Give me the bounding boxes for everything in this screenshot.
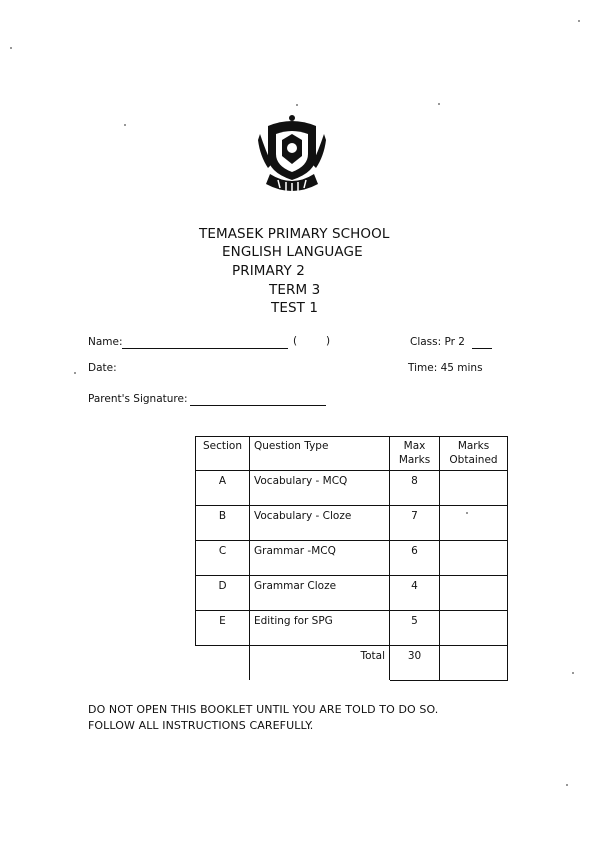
header-max-marks — [390, 437, 440, 471]
scan-speck — [74, 372, 76, 374]
date-label: Date: — [88, 362, 117, 374]
table-row — [196, 541, 508, 576]
row-section: B — [196, 506, 250, 541]
row-section: C — [196, 541, 250, 576]
header-max-line1: Max — [403, 440, 426, 452]
index-field[interactable] — [300, 335, 320, 349]
name-field[interactable] — [122, 348, 288, 349]
header-max-line2: Marks — [398, 454, 431, 466]
row-section: A — [196, 471, 250, 506]
scan-speck — [466, 512, 468, 514]
total-marks-obtained[interactable] — [440, 646, 508, 681]
instruction-line-1: DO NOT OPEN THIS BOOKLET UNTIL YOU ARE TOLD TO DO SO. — [88, 703, 439, 716]
row-section: E — [196, 611, 250, 646]
row-max-marks: 8 — [390, 471, 440, 506]
total-row — [196, 646, 508, 681]
row-question-type: Grammar -MCQ — [250, 541, 390, 576]
row-question-type: Editing for SPG — [250, 611, 390, 646]
table-row — [196, 611, 508, 646]
row-marks-obtained[interactable] — [440, 541, 508, 576]
total-label: Total — [250, 646, 390, 681]
index-paren-close: ) — [326, 335, 331, 347]
test-title: TEST 1 — [271, 300, 319, 316]
header-section: Section — [196, 437, 250, 471]
header-obtained-line2: Obtained — [449, 454, 498, 466]
scan-speck — [572, 672, 574, 674]
row-question-type: Vocabulary - MCQ — [250, 471, 390, 506]
scan-speck — [124, 124, 126, 126]
index-paren-open: ( — [293, 335, 298, 347]
row-marks-obtained[interactable] — [440, 611, 508, 646]
time-label: Time: 45 mins — [408, 362, 483, 374]
row-max-marks: 5 — [390, 611, 440, 646]
row-marks-obtained[interactable] — [440, 471, 508, 506]
total-max-marks: 30 — [390, 646, 440, 681]
header-marks-obtained — [440, 437, 508, 471]
term-title: TERM 3 — [269, 282, 321, 298]
name-label: Name: — [88, 336, 123, 348]
row-marks-obtained[interactable] — [440, 576, 508, 611]
scan-speck — [10, 47, 12, 49]
scan-speck — [566, 784, 568, 786]
row-marks-obtained[interactable] — [440, 506, 508, 541]
row-max-marks: 4 — [390, 576, 440, 611]
level-title: PRIMARY 2 — [232, 263, 305, 279]
row-max-marks: 6 — [390, 541, 440, 576]
marks-table — [195, 436, 508, 681]
header-question-type: Question Type — [250, 437, 390, 471]
table-row — [196, 506, 508, 541]
signature-label: Parent's Signature: — [88, 393, 188, 405]
class-label: Class: Pr 2 — [410, 336, 465, 348]
signature-field[interactable] — [190, 405, 326, 406]
school-crest-icon — [258, 112, 326, 196]
table-row — [196, 576, 508, 611]
table-header-row — [196, 437, 508, 471]
scan-speck — [296, 104, 298, 106]
row-section: D — [196, 576, 250, 611]
row-question-type: Vocabulary - Cloze — [250, 506, 390, 541]
row-question-type: Grammar Cloze — [250, 576, 390, 611]
scan-speck — [578, 20, 580, 22]
class-field[interactable] — [472, 348, 492, 349]
header-obtained-line1: Marks — [457, 440, 490, 452]
table-row — [196, 471, 508, 506]
total-blank — [196, 646, 250, 681]
row-max-marks: 7 — [390, 506, 440, 541]
subject-title: ENGLISH LANGUAGE — [222, 244, 363, 260]
scan-speck — [438, 103, 440, 105]
instruction-line-2: FOLLOW ALL INSTRUCTIONS CAREFULLY. — [88, 719, 314, 732]
school-name: TEMASEK PRIMARY SCHOOL — [199, 226, 390, 242]
